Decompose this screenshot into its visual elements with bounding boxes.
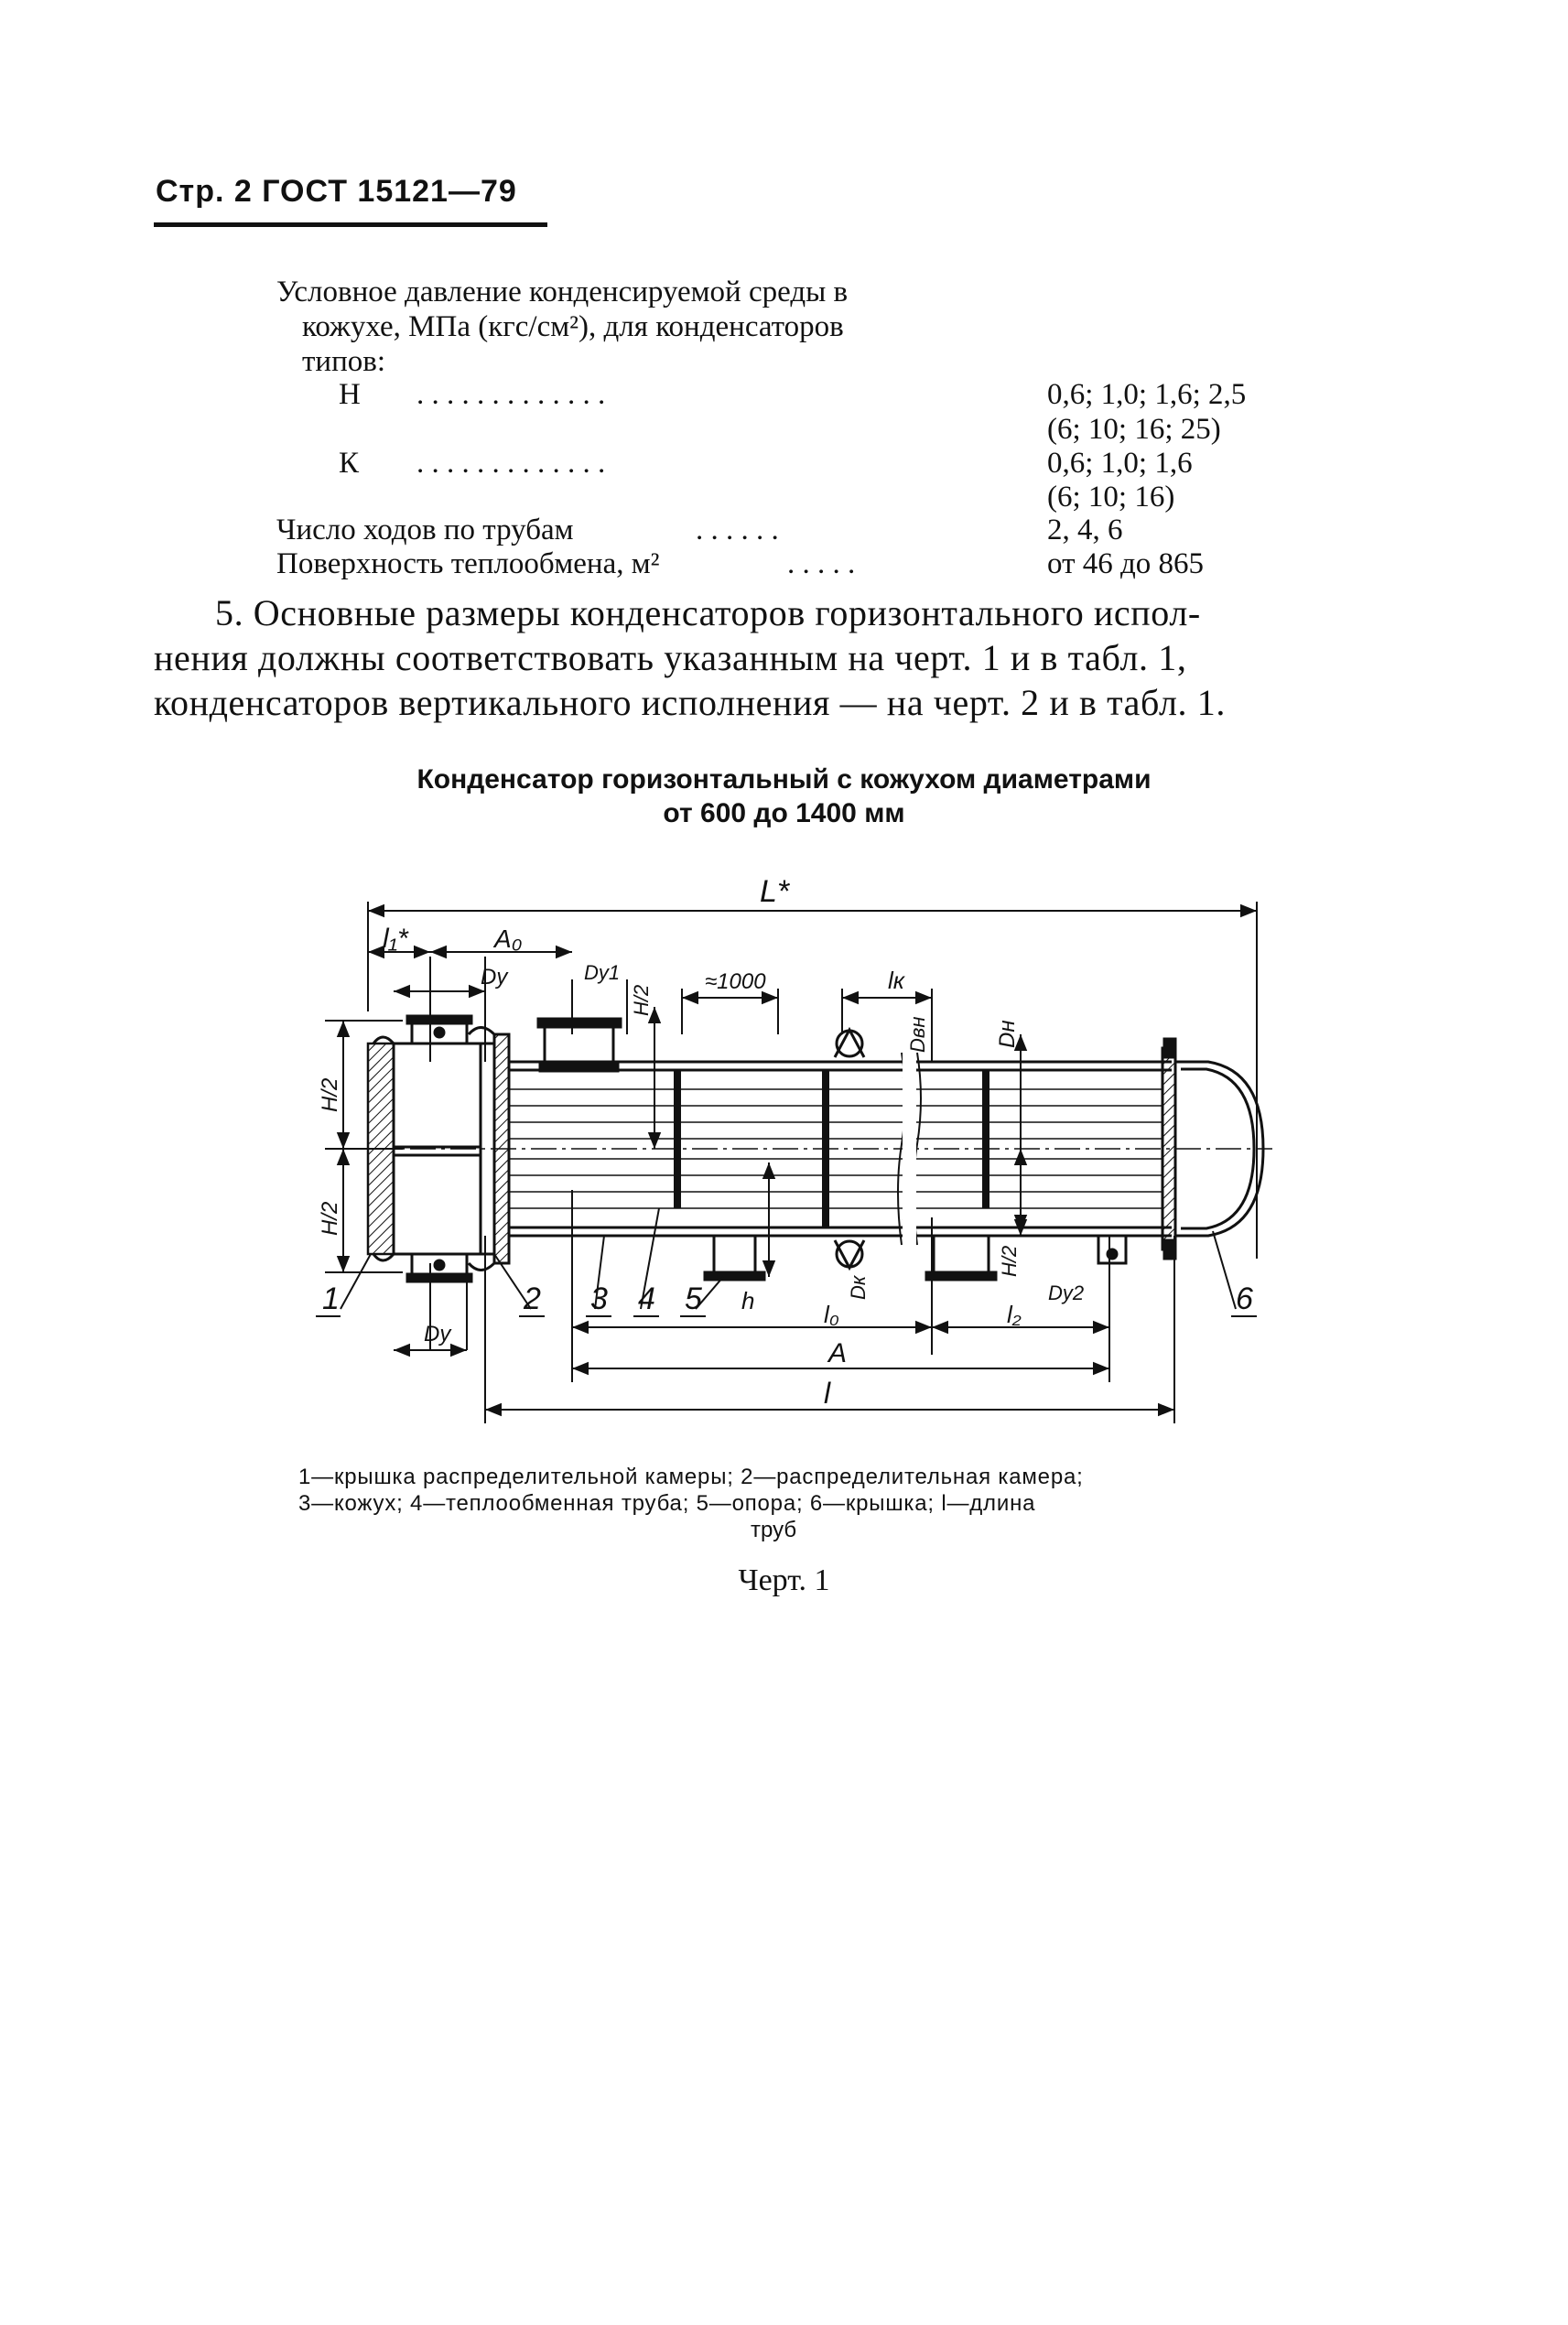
dim-H2-bottom-label: H/2 [318,1201,342,1236]
part-number-5: 5 [685,1281,702,1316]
part-number-3: 3 [590,1281,608,1316]
spec-row-label: Поверхность теплообмена, м² [276,547,660,580]
spec-pressure-line2: кожухе, МПа (кгс/см²), для конденсаторов [302,310,844,343]
spec-leader-dots: . . . . . . . . . . . . . [416,447,606,480]
dim-1000-label: ≈1000 [705,969,766,994]
dim-H2-top-label: H/2 [318,1077,342,1112]
paragraph-line: конденсаторов вертикального исполнения — на черт. 2 и в табл. 1. [154,682,1226,723]
dim-Dvn-label: Dвн [906,1016,929,1053]
dim-L-label: L* [760,874,790,909]
figure-title: от 600 до 1400 мм [663,798,905,828]
dim-l2-label: l₂ [1007,1301,1022,1328]
part-number-6: 6 [1236,1281,1253,1316]
dim-Dk-label: Dк [847,1275,870,1300]
dim-h-label: h [741,1287,755,1314]
dim-Dy2-label: Dу2 [1048,1281,1085,1304]
part-number-2: 2 [524,1281,541,1316]
figure-caption-line: 3—кожух; 4—теплообменная труба; 5—опора; 6—крышка; l—длина [298,1491,1036,1516]
dim-lk-label: lк [888,967,905,994]
spec-row-value: от 46 до 865 [1047,547,1205,580]
dim-A-label: A [828,1338,848,1368]
figure-label: Черт. 1 [738,1563,830,1597]
spec-leader-dots: . . . . . . [696,514,779,546]
paragraph-line: нения должны соответствовать указанным на черт. 1 и в табл. 1, [154,637,1187,678]
figure-caption-line: труб [751,1518,797,1542]
dim-Dy-top-label: Dу [481,965,508,989]
spec-pressure-line1: Условное давление конденсируемой среды в [276,276,849,308]
dim-l0-label: l₀ [824,1301,839,1328]
spec-row-value: 0,6; 1,0; 1,6 [1047,447,1193,480]
spec-row-label: Н [339,378,361,411]
spec-row-value: (6; 10; 16) [1047,481,1175,514]
figure-title: Конденсатор горизонтальный с кожухом диаметрами [416,764,1152,795]
dim-l-label: l [824,1377,831,1410]
spec-row-value: 0,6; 1,0; 1,6; 2,5 [1047,378,1247,411]
spec-row-value: 2, 4, 6 [1047,514,1123,546]
page-header: Стр. 2 ГОСТ 15121—79 [156,174,517,209]
dim-Dy-bottom-label: Dу [424,1322,451,1346]
spec-row-label: К [339,447,360,480]
dim-l1-label: l₁* [383,924,408,954]
figure-caption-line: 1—крышка распределительной камеры; 2—распределительная камера; [298,1465,1084,1489]
dim-H2-shell-bottom-label: H/2 [998,1245,1021,1277]
dim-Dy1-label: Dу1 [584,961,621,984]
paragraph-line: 5. Основные размеры конденсаторов горизонтального испол- [215,592,1201,633]
dim-H2-shell-label: H/2 [630,984,653,1016]
dim-Dn-label: Dн [995,1020,1020,1048]
spec-leader-dots: . . . . . [787,547,856,580]
spec-row-value: (6; 10; 16; 25) [1047,413,1221,446]
spec-row-label: Число ходов по трубам [276,514,574,546]
part-number-4: 4 [638,1281,655,1316]
spec-pressure-line3: типов: [302,345,385,378]
dim-A0-label: A₀ [494,925,523,953]
spec-leader-dots: . . . . . . . . . . . . . [416,378,606,411]
part-number-1: 1 [322,1281,340,1316]
